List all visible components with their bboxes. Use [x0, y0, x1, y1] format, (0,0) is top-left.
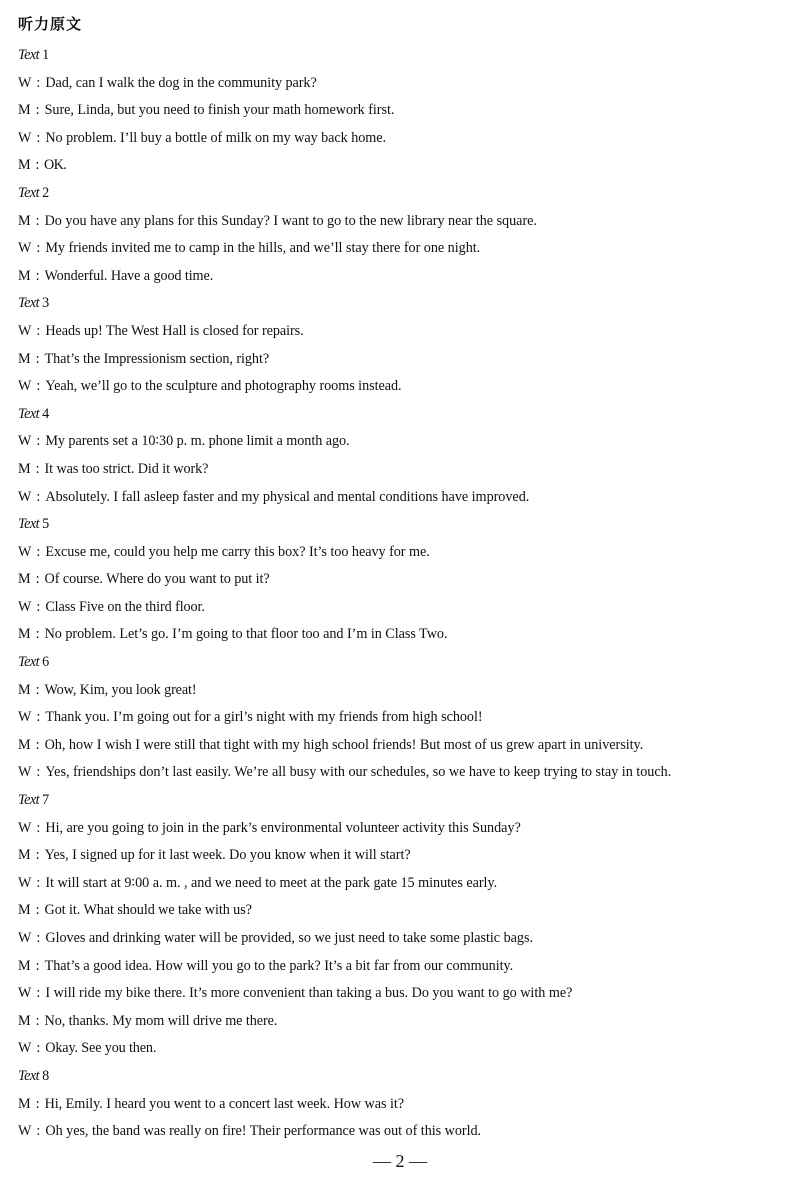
section-number: 8: [42, 1067, 49, 1084]
speaker-colon: :: [35, 1012, 40, 1029]
speaker-label: W: [18, 1040, 32, 1057]
section-heading: [18, 511, 793, 539]
dialog-text: Yes, friendships don’t last easily. We’re all busy with our schedules, so we have to keep trying to stay in touch.: [45, 764, 672, 781]
section-label: Text: [18, 516, 40, 533]
dialog-text: Heads up! The West Hall is closed for repairs.: [45, 322, 304, 339]
speaker-colon: :: [35, 350, 40, 367]
section-label: Text: [18, 47, 40, 63]
dialog-line: [18, 208, 793, 236]
dialog-line: [18, 373, 793, 401]
section-label: Text: [18, 792, 40, 809]
speaker-label: M: [18, 1095, 31, 1112]
speaker-colon: :: [36, 764, 41, 781]
dialog-text: Sure, Linda, but you need to finish your math homework first.: [44, 102, 395, 119]
section-label: Text: [18, 1067, 40, 1084]
speaker-label: M: [18, 460, 31, 477]
dialog-line: [18, 1091, 793, 1119]
dialog-text: No, thanks. My mom will drive me there.: [44, 1012, 278, 1029]
speaker-label: M: [18, 902, 31, 919]
dialog-text: I will ride my bike there. It’s more convenient than taking a bus. Do you want to go with me?: [45, 985, 573, 1002]
speaker-label: W: [18, 1123, 32, 1140]
dialog-line: [18, 539, 793, 567]
dialog-line: [18, 815, 793, 843]
speaker-label: W: [18, 709, 32, 726]
speaker-colon: :: [36, 930, 41, 946]
dialog-text: It will start at 9∶00 a. m. , and we need to meet at the park gate 15 minutes early.: [45, 874, 498, 891]
speaker-colon: :: [36, 322, 41, 339]
speaker-label: M: [18, 957, 31, 974]
speaker-colon: :: [36, 433, 41, 450]
speaker-colon: :: [35, 957, 40, 974]
section-number: 6: [42, 654, 49, 671]
dialog-line: [18, 897, 793, 925]
speaker-colon: :: [36, 74, 41, 91]
speaker-colon: :: [36, 985, 41, 1002]
speaker-label: W: [18, 322, 32, 339]
speaker-colon: :: [36, 1123, 41, 1140]
dialog-line: [18, 759, 793, 787]
speaker-colon: :: [35, 267, 40, 284]
speaker-colon: :: [36, 129, 41, 146]
section-heading: [18, 42, 793, 70]
dialog-line: [18, 456, 793, 484]
dialog-line: [18, 428, 793, 456]
dialog-text: OK.: [44, 157, 67, 174]
dialog-line: [18, 1118, 793, 1146]
dialog-text: Do you have any plans for this Sunday? I want to go to the new library near the square.: [44, 212, 537, 229]
speaker-colon: :: [35, 1095, 40, 1112]
speaker-colon: :: [36, 378, 41, 395]
dialog-text: Class Five on the third floor.: [45, 598, 205, 615]
speaker-colon: :: [35, 736, 40, 753]
dialog-line: [18, 125, 793, 153]
speaker-label: W: [18, 598, 32, 615]
dialog-line: [18, 318, 793, 346]
speaker-label: M: [18, 736, 31, 753]
speaker-label: M: [18, 350, 31, 367]
dialog-text: Thank you. I’m going out for a girl’s night with my friends from high school!: [45, 709, 483, 726]
section-label: Text: [18, 184, 40, 201]
section-heading: [18, 1063, 793, 1091]
speaker-colon: :: [36, 488, 41, 505]
speaker-colon: :: [35, 212, 40, 229]
dialog-text: Excuse me, could you help me carry this box? It’s too heavy for me.: [45, 543, 430, 560]
section-heading: [18, 649, 793, 677]
speaker-label: M: [18, 157, 31, 174]
section-number: 4: [42, 405, 49, 422]
speaker-label: W: [18, 543, 32, 560]
speaker-label: W: [18, 74, 32, 91]
speaker-label: M: [18, 212, 31, 229]
dialog-text: Hi, are you going to join in the park’s environmental volunteer activity this Sunday?: [45, 819, 521, 836]
section-number: 2: [42, 184, 49, 201]
speaker-colon: :: [35, 681, 40, 698]
speaker-colon: :: [35, 102, 40, 119]
dialog-line: [18, 732, 793, 760]
dialog-text: Yeah, we’ll go to the sculpture and photography rooms instead.: [45, 378, 402, 395]
dialog-line: [18, 842, 793, 870]
dialog-line: [18, 621, 793, 649]
speaker-colon: :: [36, 709, 41, 726]
section-number: 5: [42, 516, 49, 533]
dialog-text: That’s the Impressionism section, right?: [44, 350, 270, 367]
dialog-text: Absolutely. I fall asleep faster and my physical and mental conditions have improved.: [45, 488, 530, 505]
dialog-text: Got it. What should we take with us?: [44, 902, 252, 919]
speaker-label: M: [18, 102, 31, 119]
section-number: 1: [42, 47, 49, 63]
speaker-colon: :: [35, 847, 40, 864]
speaker-colon: :: [36, 240, 41, 257]
dialog-line: [18, 346, 793, 374]
dialog-line: [18, 980, 793, 1008]
dialog-text: Of course. Where do you want to put it?: [44, 571, 270, 588]
speaker-colon: :: [35, 460, 40, 477]
speaker-label: W: [18, 488, 32, 505]
speaker-colon: :: [36, 543, 41, 560]
dialog-line: [18, 953, 793, 981]
section-heading: [18, 401, 793, 429]
dialog-text: No problem. I’ll buy a bottle of milk on my way back home.: [45, 129, 387, 146]
speaker-label: W: [18, 985, 32, 1002]
section-heading: [18, 180, 793, 208]
speaker-colon: :: [36, 874, 41, 891]
speaker-label: M: [18, 626, 31, 643]
speaker-colon: :: [35, 157, 39, 174]
dialog-text: Wonderful. Have a good time.: [44, 267, 214, 284]
dialog-text: Oh yes, the band was really on fire! Their performance was out of this world.: [45, 1123, 482, 1140]
speaker-label: W: [18, 930, 32, 946]
speaker-colon: :: [35, 902, 40, 919]
dialog-line: [18, 97, 793, 125]
speaker-colon: :: [36, 819, 41, 836]
transcript-body: [18, 42, 793, 1146]
dialog-text: No problem. Let’s go. I’m going to that floor too and I’m in Class Two.: [44, 626, 448, 643]
speaker-label: W: [18, 764, 32, 781]
speaker-colon: :: [36, 1040, 41, 1057]
speaker-label: W: [18, 378, 32, 395]
dialog-text: Wow, Kim, you look great!: [44, 681, 197, 698]
dialog-text: My friends invited me to camp in the hills, and we’ll stay there for one night.: [45, 240, 481, 257]
speaker-colon: :: [35, 626, 40, 643]
dialog-line: [18, 152, 793, 180]
dialog-text: It was too strict. Did it work?: [44, 460, 209, 477]
dialog-text: Yes, I signed up for it last week. Do you know when it will start?: [44, 847, 411, 864]
dialog-text: My parents set a 10∶30 p. m. phone limit a month ago.: [45, 433, 350, 450]
dialog-line: [18, 677, 793, 705]
dialog-text: Dad, can I walk the dog in the community park?: [45, 74, 317, 91]
dialog-line: [18, 704, 793, 732]
dialog-line: [18, 594, 793, 622]
page-number: — 2 —: [373, 1151, 427, 1171]
section-number: 3: [42, 295, 49, 312]
dialog-line: [18, 566, 793, 594]
speaker-label: W: [18, 874, 32, 891]
dialog-line: [18, 235, 793, 263]
speaker-label: M: [18, 847, 31, 864]
speaker-label: W: [18, 240, 32, 257]
page-title: 听力原文: [18, 15, 83, 33]
section-label: Text: [18, 295, 40, 312]
section-label: Text: [18, 654, 40, 671]
dialog-text: That’s a good idea. How will you go to the park? It’s a bit far from our community.: [44, 957, 514, 974]
dialog-line: [18, 263, 793, 291]
dialog-line: [18, 1035, 793, 1063]
dialog-text: Okay. See you then.: [45, 1040, 157, 1057]
section-heading: [18, 787, 793, 815]
speaker-colon: :: [35, 571, 40, 588]
speaker-label: M: [18, 1012, 31, 1029]
dialog-text: Gloves and drinking water will be provided, so we just need to take some plastic bags.: [45, 930, 533, 946]
speaker-label: W: [18, 433, 32, 450]
dialog-line: [18, 925, 793, 953]
speaker-label: W: [18, 819, 32, 836]
speaker-label: M: [18, 681, 31, 698]
dialog-line: [18, 870, 793, 898]
speaker-label: M: [18, 267, 31, 284]
section-heading: [18, 290, 793, 318]
dialog-line: [18, 70, 793, 98]
section-number: 7: [42, 792, 49, 809]
section-label: Text: [18, 405, 40, 422]
dialog-text: Oh, how I wish I were still that tight with my high school friends! But most of us grew apart in university.: [44, 736, 644, 753]
dialog-line: [18, 484, 793, 512]
speaker-label: M: [18, 571, 31, 588]
speaker-colon: :: [36, 598, 41, 615]
speaker-label: W: [18, 129, 32, 146]
dialog-text: Hi, Emily. I heard you went to a concert last week. How was it?: [44, 1095, 404, 1112]
dialog-line: [18, 1008, 793, 1036]
